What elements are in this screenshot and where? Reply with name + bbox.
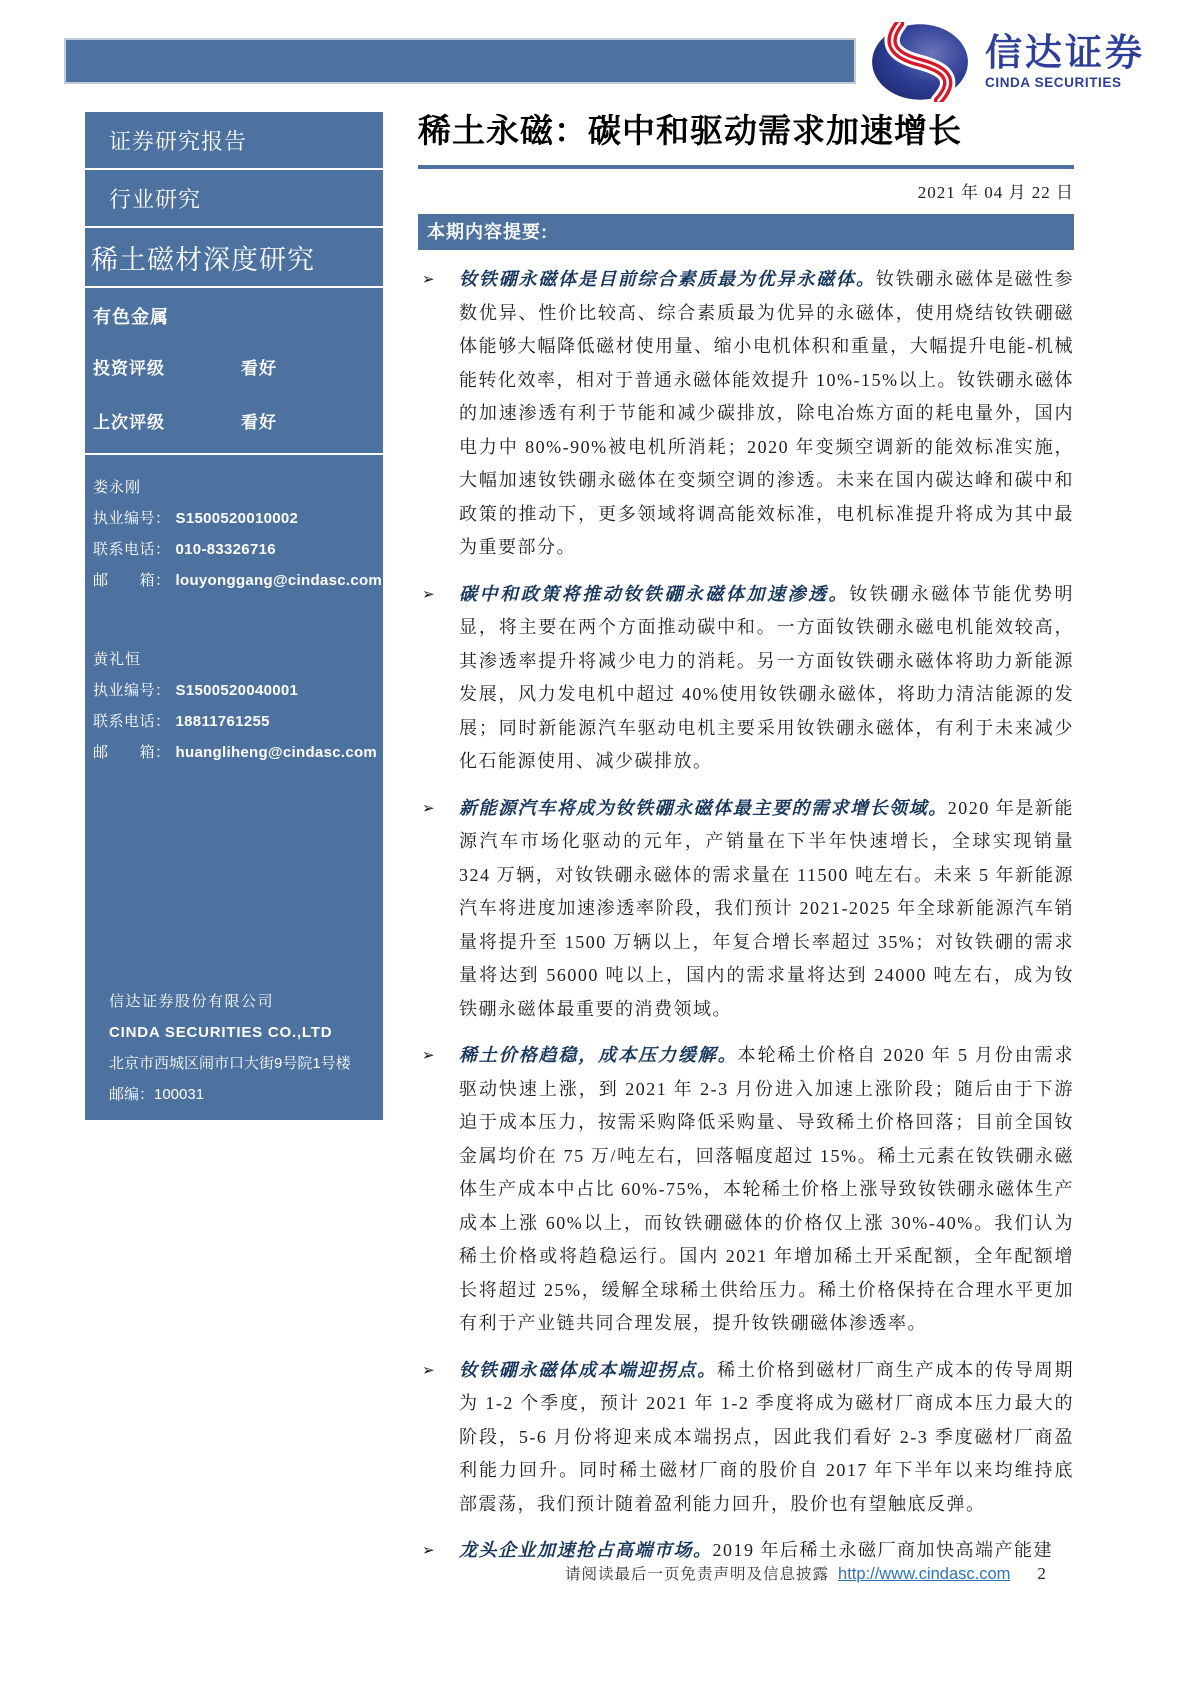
bullet-item bbox=[418, 1354, 1074, 1522]
sidebar-industry: 有色金属 bbox=[93, 307, 169, 327]
brand-wordmark bbox=[985, 31, 1145, 91]
bullet-item bbox=[418, 1039, 1074, 1341]
summary-bullets bbox=[418, 263, 1074, 1568]
cinda-logo-icon bbox=[866, 22, 972, 102]
sidebar-report-type: 证券研究报告 bbox=[109, 128, 248, 154]
bullet-item bbox=[418, 263, 1074, 565]
bullet-lead: 钕铁硼永磁体成本端迎拐点。 bbox=[459, 1359, 718, 1380]
footer-link[interactable]: http://www.cindasc.com bbox=[838, 1565, 1011, 1583]
analyst-name: 娄永刚 bbox=[93, 479, 142, 496]
bullet-paragraph bbox=[459, 263, 1074, 565]
page-title: 稀土永磁：碳中和驱动需求加速增长 bbox=[418, 112, 962, 149]
rating-row-current bbox=[93, 354, 383, 379]
analyst-license-row bbox=[93, 679, 383, 700]
company-address: 北京市西城区闹市口大街9号院1号楼 bbox=[109, 1055, 351, 1072]
bullet-arrow-icon: ➢ bbox=[422, 799, 435, 817]
analyst-email-value: louyonggang@cindasc.com bbox=[175, 572, 383, 589]
bullet-lead: 碳中和政策将推动钕铁硼永磁体加速渗透。 bbox=[459, 583, 850, 604]
bullet-item bbox=[418, 578, 1074, 779]
header-accent-bar bbox=[66, 40, 854, 82]
brand-name-cn: 信达证券 bbox=[985, 31, 1145, 73]
section-header: 本期内容提要: bbox=[418, 214, 1074, 250]
analyst-phone-value: 010-83326716 bbox=[175, 541, 276, 558]
brand-name-en: CINDA SECURITIES bbox=[985, 75, 1122, 91]
analyst-name: 黄礼恒 bbox=[93, 651, 142, 668]
analyst-license-row bbox=[93, 507, 383, 528]
bullet-item bbox=[418, 792, 1074, 1027]
analyst-license-label: 执业编号： bbox=[93, 682, 171, 699]
analyst-phone-label: 联系电话： bbox=[93, 713, 171, 730]
sidebar-category: 行业研究 bbox=[109, 186, 202, 212]
bullet-paragraph bbox=[459, 1039, 1074, 1341]
company-postcode: 邮编：100031 bbox=[109, 1086, 205, 1103]
analyst-phone-label: 联系电话： bbox=[93, 541, 171, 558]
bullet-arrow-icon: ➢ bbox=[422, 1542, 435, 1560]
analyst-phone-row bbox=[93, 710, 383, 731]
analyst-email-label: 邮 箱： bbox=[93, 744, 171, 761]
bullet-body: 2019 年后稀土永磁厂商加快高端产能建 bbox=[712, 1540, 1053, 1561]
title-rule bbox=[418, 165, 1074, 169]
bullet-lead: 新能源汽车将成为钕铁硼永磁体最主要的需求增长领域。 bbox=[459, 797, 948, 818]
company-name-en: CINDA SECURITIES CO.,LTD bbox=[109, 1024, 333, 1041]
footer-disclaimer: 请阅读最后一页免责声明及信息披露 bbox=[565, 1566, 830, 1583]
page-footer bbox=[565, 1562, 1046, 1584]
brand-logo bbox=[866, 22, 1145, 102]
analyst-block bbox=[93, 476, 383, 590]
sidebar-report-subtitle: 稀土磁材深度研究 bbox=[91, 244, 315, 275]
rating-label: 投资评级 bbox=[93, 359, 165, 378]
analyst-email-value: huangliheng@cindasc.com bbox=[175, 744, 378, 761]
analyst-email-row bbox=[93, 569, 383, 590]
bullet-lead: 稀土价格趋稳，成本压力缓解。 bbox=[459, 1045, 738, 1066]
rating-label: 上次评级 bbox=[93, 413, 165, 432]
bullet-lead: 钕铁硼永磁体是目前综合素质最为优异永磁体。 bbox=[459, 269, 876, 290]
bullet-body: 2020 年是新能源汽车市场化驱动的元年，产销量在下半年快速增长，全球实现销量 324 万辆，对钕铁硼永磁体的需求量在 11500 吨左右。未来 5 年新能源汽车将进度加速渗透率阶段，我们预计 2021-2025 年全球新能源汽车销量将提升至 1500 万辆以上，年复合增长率超过 35%；对钕铁硼的需求量将达到 56000 吨以上，国内的需求量将达到 24000 吨左右，成为钕铁硼永磁体最重要的消费领域。 bbox=[459, 797, 1075, 1019]
company-info bbox=[109, 986, 351, 1110]
company-name-cn: 信达证券股份有限公司 bbox=[109, 993, 275, 1010]
bullet-paragraph bbox=[459, 792, 1074, 1027]
analyst-license-value: S1500520010002 bbox=[175, 510, 299, 527]
sidebar-divider bbox=[85, 453, 383, 455]
main-content bbox=[418, 110, 1074, 1568]
analyst-email-row bbox=[93, 741, 383, 762]
analyst-license-label: 执业编号： bbox=[93, 510, 171, 527]
analyst-phone-value: 18811761255 bbox=[175, 713, 270, 730]
analyst-license-value: S1500520040001 bbox=[175, 682, 299, 699]
bullet-arrow-icon: ➢ bbox=[422, 1361, 435, 1379]
bullet-paragraph bbox=[459, 578, 1074, 779]
bullet-lead: 龙头企业加速抢占高端市场。 bbox=[459, 1540, 713, 1561]
bullet-body: 稀土价格到磁材厂商生产成本的传导周期为 1-2 个季度，预计 2021 年 1-2 季度将成为磁材厂商成本压力最大的阶段，5-6 月份将迎来成本端拐点，因此我们看好 2-3 季度磁材厂商盈利能力回升。同时稀土磁材厂商的股价自 2017 年下半年以来均维持底部震荡，我们预计随着盈利能力回升，股价也有望触底反弹。 bbox=[459, 1359, 1075, 1514]
bullet-body: 本轮稀土价格自 2020 年 5 月份由需求驱动快速上涨，到 2021 年 2-3 月份进入加速上涨阶段；随后由于下游迫于成本压力，按需采购降低采购量、导致稀土价格回落；目前全国钕金属均价在 75 万/吨左右，回落幅度超过 15%。稀土元素在钕铁硼永磁体生产成本中占比 60%-75%，本轮稀土价格上涨导致钕铁硼永磁体生产成本上涨 60%以上，而钕铁硼磁体的价格仅上涨 30%-40%。我们认为稀土价格或将趋稳运行。国内 2021 年增加稀土开采配额，全年配额增长将超过 25%，缓解全球稀土供给压力。稀土价格保持在合理水平更加有利于产业链共同合理发展，提升钕铁硼磁体渗透率。 bbox=[459, 1045, 1075, 1334]
sidebar-divider bbox=[85, 286, 383, 288]
analyst-phone-row bbox=[93, 538, 383, 559]
rating-row-previous bbox=[93, 408, 383, 433]
bullet-arrow-icon: ➢ bbox=[422, 271, 435, 289]
bullet-body: 钕铁硼永磁体是磁性参数优异、性价比较高、综合素质最为优异的永磁体，使用烧结钕铁硼磁体能够大幅降低磁材使用量、缩小电机体积和重量，大幅提升电能-机械能转化效率，相对于普通永磁体能效提升 10%-15%以上。钕铁硼永磁体的加速渗透有利于节能和减少碳排放，除电冶炼方面的耗电量外，国内电力中 80%-90%被电机所消耗；2020 年变频空调新的能效标准实施，大幅加速钕铁硼永磁体在变频空调的渗透。未来在国内碳达峰和碳中和政策的推动下，更多领域将调高能效标准，电机标准提升将成为其中最为重要部分。 bbox=[459, 269, 1075, 558]
bullet-arrow-icon: ➢ bbox=[422, 585, 435, 603]
bullet-arrow-icon: ➢ bbox=[422, 1047, 435, 1065]
bullet-paragraph bbox=[459, 1354, 1074, 1522]
rating-value: 看好 bbox=[241, 413, 277, 432]
bullet-body: 钕铁硼永磁体节能优势明显，将主要在两个方面推动碳中和。一方面钕铁硼永磁电机能效较高，其渗透率提升将减少电力的消耗。另一方面钕铁硼永磁体将助力新能源发展，风力发电机中超过 40%使用钕铁硼永磁体，将助力清洁能源的发展；同时新能源汽车驱动电机主要采用钕铁硼永磁体，有利于未来减少化石能源使用、减少碳排放。 bbox=[459, 583, 1075, 772]
report-date: 2021 年 04 月 22 日 bbox=[917, 183, 1074, 203]
sidebar bbox=[85, 112, 383, 1120]
page-number: 2 bbox=[1037, 1564, 1046, 1583]
analyst-email-label: 邮 箱： bbox=[93, 572, 171, 589]
rating-value: 看好 bbox=[241, 359, 277, 378]
analyst-block bbox=[93, 648, 383, 762]
